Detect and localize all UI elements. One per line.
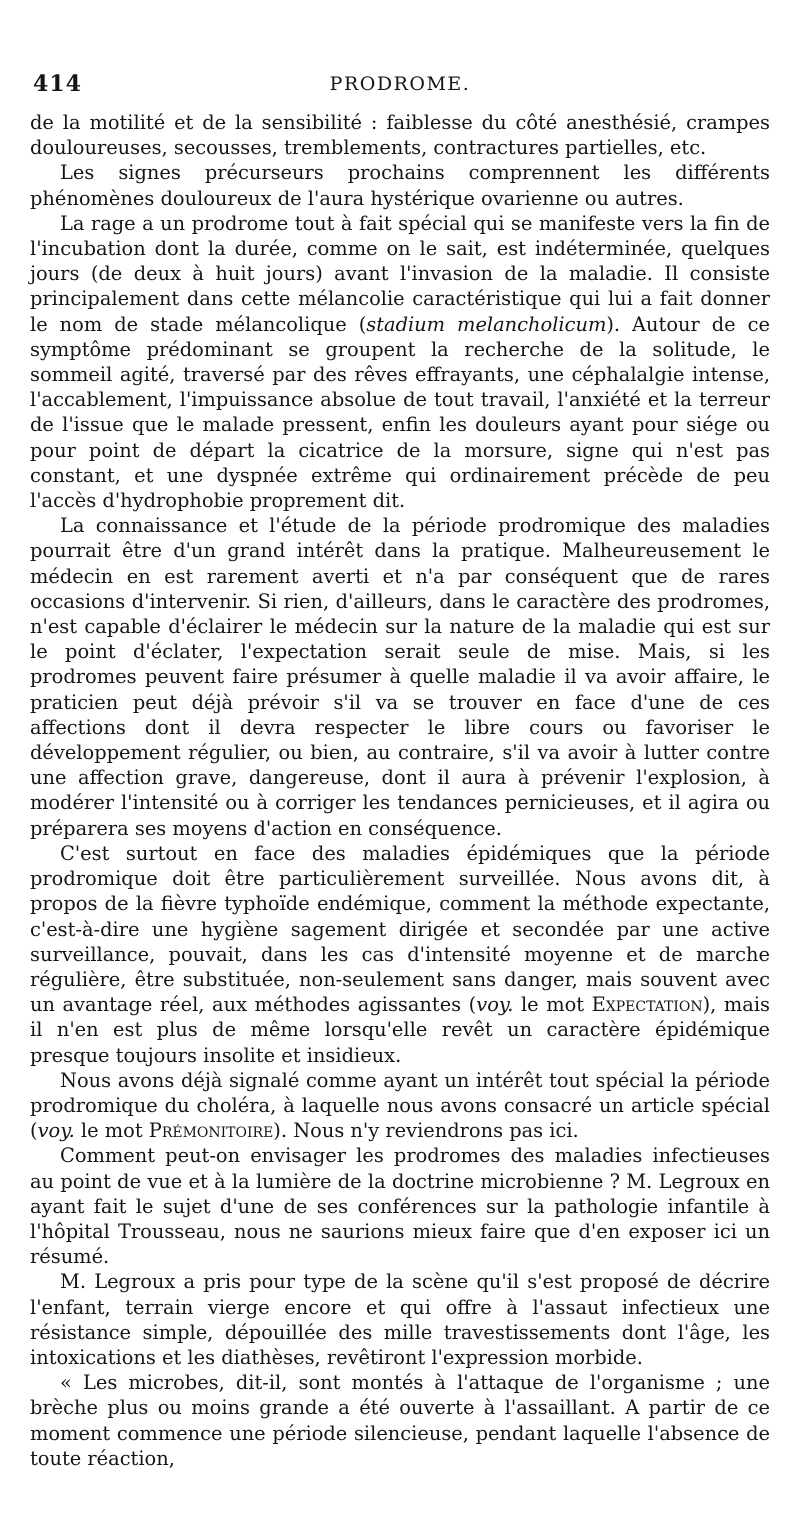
paragraph-2: Les signes précurseurs prochains comprennent les différents phénomènes douloureux de l'aura hystérique ovarienne ou autres. [30,161,770,210]
paragraph-5: C'est surtout en face des maladies épidémiques que la période prodromique doit être particulièrement surveillée. Nous avons dit, à propos de la fièvre typhoïde endémique, comment la méthode expectante, c'est-à-dire une hygiène sagement dirigée et secondée par une active surveillance, pouvait, dans les cas d'intensité moyenne et de marche régulière, être substituée, non-seulement sans danger, mais souvent avec un avantage réel, aux méthodes agissantes (voy. le mot Expectation), mais il n'en est plus de même lorsqu'elle revêt un caractère épidémique presque toujours insolite et insidieux. [30,841,770,1067]
paragraph-1: de la motilité et de la sensibilité : faiblesse du côté anesthésié, crampes douloureuses, secousses, tremblements, contractures partielles, etc. [30,111,770,160]
paragraph-9: « Les microbes, dit-il, sont montés à l'attaque de l'organisme ; une brèche plus ou moins grande a été ouverte à l'assaillant. A partir de ce moment commence une période silencieuse, pendant laquelle l'absence de toute réaction, [30,1371,770,1470]
paragraph-3: La rage a un prodrome tout à fait spécial qui se manifeste vers la fin de l'incubation dont la durée, comme on le sait, est indéterminée, quelques jours (de deux à huit jours) avant l'invasion de la maladie. Il consiste principalement dans cette mélancolie caractéristique qui lui a fait donner le nom de stade mélancolique (stadium melancholicum). Autour de ce symptôme prédominant se groupent la recherche de la solitude, le sommeil agité, traversé par des rêves effrayants, une céphalalgie intense, l'accablement, l'impuissance absolue de tout travail, l'anxiété et la terreur de l'issue que le malade pressent, enfin les douleurs ayant pour siége ou pour point de départ la cicatrice de la morsure, signe qui n'est pas constant, et une dyspnée extrême qui ordinairement précède de peu l'accès d'hydrophobie proprement dit. [30,211,770,513]
paragraph-7: Comment peut-on envisager les prodromes des maladies infectieuses au point de vue et à la lumière de la doctrine microbienne ? M. Legroux en ayant fait le sujet d'une de ses conférences sur la pathologie infantile à l'hôpital Trousseau, nous ne saurions mieux faire que d'en exposer ici un résumé. [30,1144,770,1269]
running-head [30,71,770,101]
running-title: PRODROME. [329,73,471,95]
page-number: 414 [33,71,82,97]
paragraph-4: La connaissance et l'étude de la période prodromique des maladies pourrait être d'un grand intérêt dans la pratique. Malheureusement le médecin en est rarement averti et n'a par conséquent que de rares occasions d'intervenir. Si rien, d'ailleurs, dans le caractère des prodromes, n'est capable d'éclairer le médecin sur la nature de la maladie qui est sur le point d'éclater, l'expectation serait seule de mise. Mais, si les prodromes peuvent faire présumer à quelle maladie il va avoir affaire, le praticien peut déjà prévoir s'il va se trouver en face d'une de ces affections dont il devra respecter le libre cours ou favoriser le développement régulier, ou bien, au contraire, s'il va avoir à lutter contre une affection grave, dangereuse, dont il aura à prévenir l'explosion, à modérer l'intensité ou à corriger les tendances pernicieuses, et il agira ou préparera ses moyens d'action en conséquence. [30,514,770,840]
body-text [30,110,770,1471]
paragraph-6: Nous avons déjà signalé comme ayant un intérêt tout spécial la période prodromique du choléra, à laquelle nous avons consacré un article spécial (voy. le mot Prémonitoire). Nous n'y reviendrons pas ici. [30,1068,770,1143]
paragraph-8: M. Legroux a pris pour type de la scène qu'il s'est proposé de décrire l'enfant, terrain vierge encore et qui offre à l'assaut infectieux une résistance simple, dépouillée des mille travestissements dont l'âge, les intoxications et les diathèses, revêtiront l'expression morbide. [30,1270,770,1369]
